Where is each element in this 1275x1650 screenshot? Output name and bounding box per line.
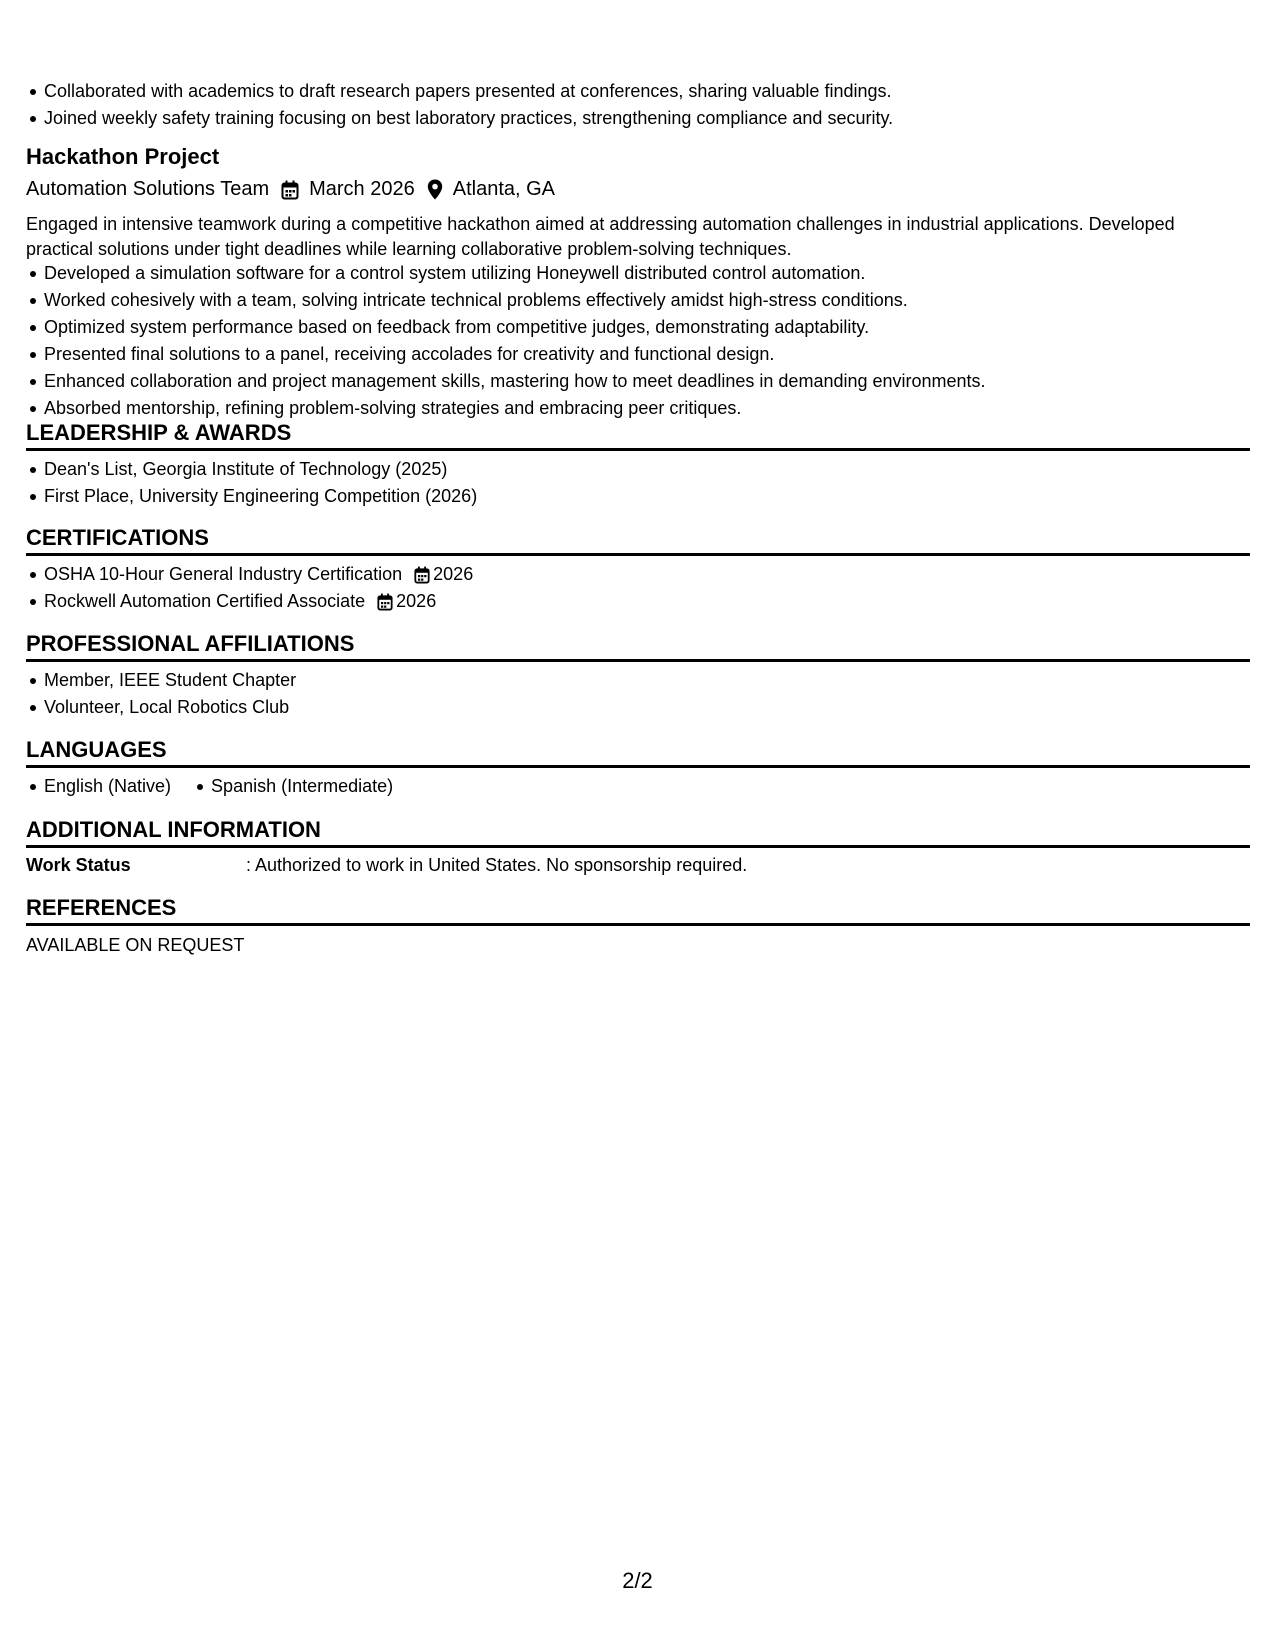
calendar-icon (377, 593, 393, 611)
list-item: Presented final solutions to a panel, receiving accolades for creativity and functional design. (26, 341, 986, 368)
list-item: Collaborated with academics to draft research papers presented at conferences, sharing valuable findings. (26, 78, 893, 105)
list-item (26, 561, 1250, 588)
certification-name: OSHA 10-Hour General Industry Certification (44, 564, 403, 584)
references-text: AVAILABLE ON REQUEST (26, 935, 245, 955)
list-item: Worked cohesively with a team, solving intricate technical problems effectively amidst high-stress conditions. (26, 287, 986, 314)
list-item (26, 588, 1250, 615)
section-heading: REFERENCES (26, 895, 1250, 926)
work-status-row (26, 848, 1250, 879)
list-item: Dean's List, Georgia Institute of Technology (2025) (26, 456, 1250, 483)
affiliations-list (26, 662, 1250, 721)
certifications-list (26, 556, 1250, 615)
additional-info-section (26, 817, 1250, 879)
affiliations-section (26, 631, 1250, 721)
list-item: Joined weekly safety training focusing on best laboratory practices, strengthening compliance and security. (26, 105, 893, 132)
references-section (26, 895, 1250, 959)
project-meta (26, 178, 555, 201)
leadership-section (26, 420, 1250, 510)
calendar-icon (414, 566, 430, 584)
section-heading: LANGUAGES (26, 737, 1250, 768)
certification-name: Rockwell Automation Certified Associate (44, 591, 366, 611)
list-item: Spanish (Intermediate) (193, 773, 393, 800)
list-item: English (Native) (26, 773, 171, 800)
section-heading: PROFESSIONAL AFFILIATIONS (26, 631, 1250, 662)
section-heading: LEADERSHIP & AWARDS (26, 420, 1250, 451)
project-bullets (26, 260, 986, 422)
list-item: Developed a simulation software for a control system utilizing Honeywell distributed control automation. (26, 260, 986, 287)
map-pin-icon (427, 179, 443, 200)
list-item: Member, IEEE Student Chapter (26, 667, 1250, 694)
list-item: Absorbed mentorship, refining problem-solving strategies and embracing peer critiques. (26, 395, 986, 422)
section-heading: ADDITIONAL INFORMATION (26, 817, 1250, 848)
section-heading: CERTIFICATIONS (26, 525, 1250, 556)
page-number: 2/2 (622, 1568, 653, 1593)
work-status-value: : Authorized to work in United States. No sponsorship required. (246, 855, 748, 875)
list-item: Enhanced collaboration and project management skills, mastering how to meet deadlines in demanding environments. (26, 368, 986, 395)
project-description: Engaged in intensive teamwork during a competitive hackathon aimed at addressing automation challenges in industrial applications. Developed practical solutions under tight deadlines while learning collaborative problem-solving techniques. (26, 214, 1175, 259)
calendar-icon (281, 180, 299, 200)
leadership-list (26, 451, 1250, 510)
experience-bullets-continued (26, 78, 893, 132)
list-item: Volunteer, Local Robotics Club (26, 694, 1250, 721)
project-location: Atlanta, GA (452, 178, 556, 200)
list-item: First Place, University Engineering Competition (2026) (26, 483, 1250, 510)
project-team: Automation Solutions Team (26, 178, 270, 200)
project-date: March 2026 (309, 178, 415, 200)
work-status-label: Work Status (26, 855, 131, 875)
certifications-section (26, 525, 1250, 615)
languages-section (26, 737, 1250, 800)
list-item: Optimized system performance based on feedback from competitive judges, demonstrating adaptability. (26, 314, 986, 341)
languages-list (26, 768, 1250, 800)
certification-year: 2026 (396, 591, 437, 611)
certification-year: 2026 (433, 564, 474, 584)
project-title: Hackathon Project (26, 144, 220, 169)
